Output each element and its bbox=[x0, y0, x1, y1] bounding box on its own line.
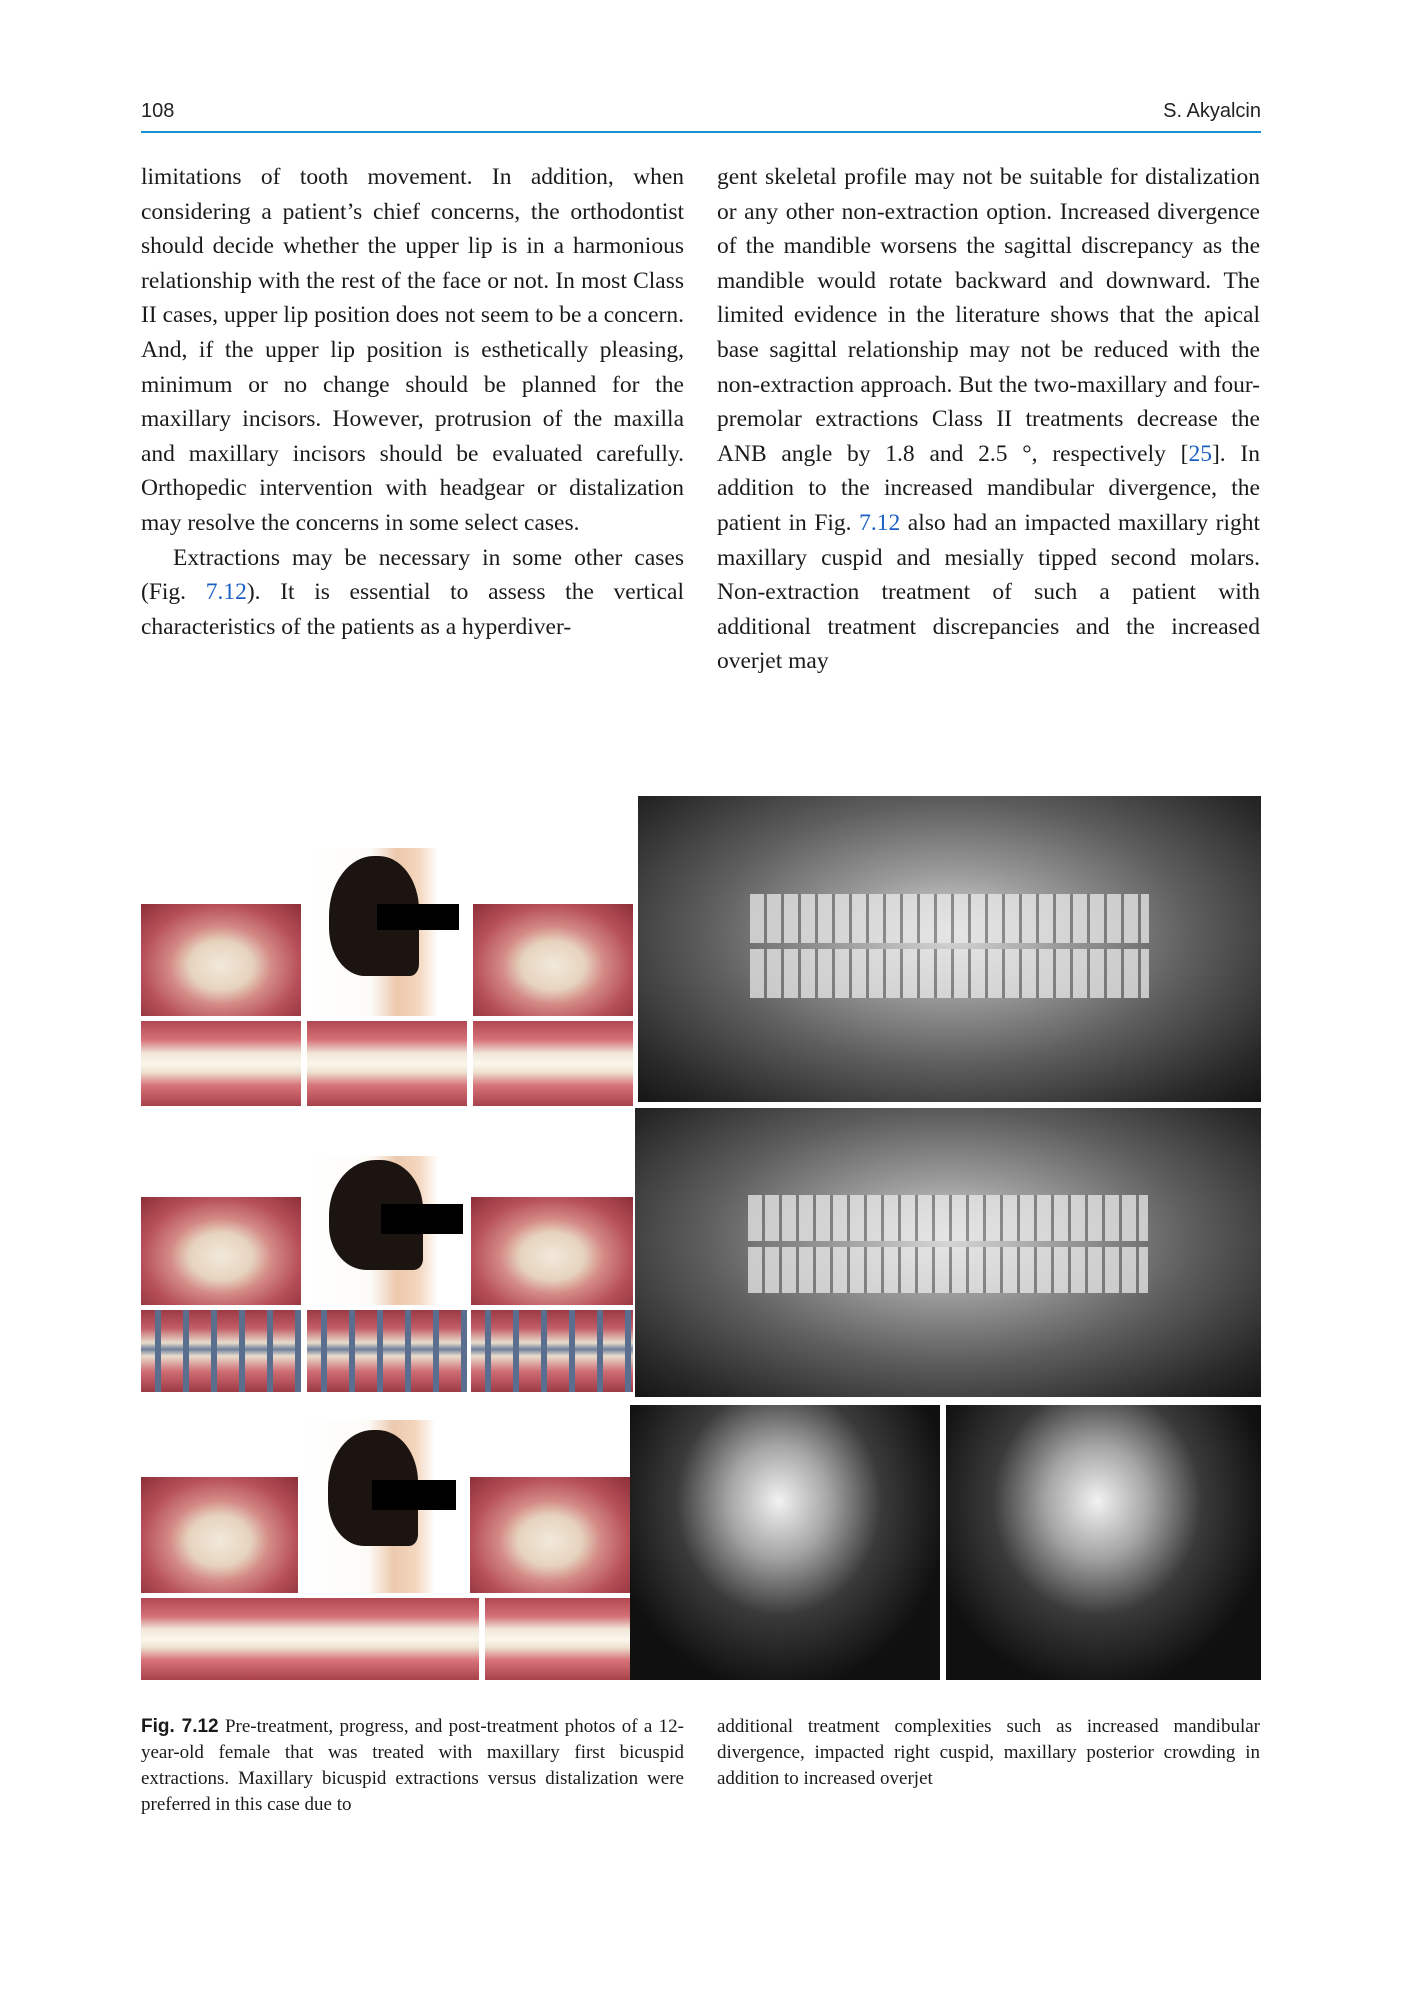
caption-text-left: Pre-treatment, progress, and post-treatment photos of a 12-year-old female that was treated with maxillary first bicuspid extractions. Maxillary bicuspid extractions versus distalization were preferred in this case due to bbox=[141, 1716, 684, 1815]
progress-mandibular-occlusal-photo bbox=[471, 1197, 633, 1305]
posttreatment-right-buccal-photo bbox=[141, 1598, 298, 1680]
pretreatment-profile-photo bbox=[307, 848, 467, 1016]
progress-profile-photo bbox=[307, 1156, 467, 1305]
page-number: 108 bbox=[141, 100, 175, 122]
posttreatment-mandibular-occlusal-photo bbox=[470, 1477, 630, 1593]
figure-reference-link-2[interactable]: 7.12 bbox=[859, 509, 901, 536]
paragraph-3-part-c: also had an impacted maxillary right maxillary cuspid and mesially tipped second molars. Non-extraction treatment of such a patient with additional treatment discrepancies and the increased overjet may bbox=[717, 509, 1261, 675]
header-rule bbox=[141, 131, 1261, 133]
paragraph-1: limitations of tooth movement. In addition, when considering a patient’s chief concerns, the orthodontist should decide whether the upper lip is in a harmonious relationship with the rest of the face or not. In most Class II cases, upper lip position does not seem to be a concern. And, if the upper lip position is esthetically pleasing, minimum or no change should be planned for the maxillary incisors. However, protrusion of the maxilla and maxillary incisors should be evaluated carefully. Orthopedic intervention with headgear or distalization may resolve the concerns in some select cases. bbox=[141, 164, 684, 536]
progress-panoramic-radiograph bbox=[635, 1108, 1261, 1397]
figure-caption-left bbox=[141, 1714, 684, 1818]
citation-link[interactable]: 25 bbox=[1188, 440, 1212, 467]
paragraph-3-part-b: ]. In addition to the increased mandibular divergence, the patient in Fig. bbox=[717, 440, 1260, 536]
paragraph-2-start: Extractions may be necessary in some other cases (Fig. bbox=[141, 544, 684, 606]
progress-left-buccal-photo bbox=[471, 1310, 633, 1392]
posttreatment-left-buccal-photo bbox=[485, 1598, 630, 1680]
pretreatment-mandibular-occlusal-photo bbox=[473, 904, 633, 1016]
paragraph-3 bbox=[717, 160, 1260, 679]
running-header-author: S. Akyalcin bbox=[1163, 100, 1261, 122]
pretreatment-left-buccal-photo bbox=[473, 1021, 633, 1106]
teeth-upper bbox=[750, 894, 1149, 943]
figure-reference-link[interactable]: 7.12 bbox=[205, 579, 247, 606]
pretreatment-right-buccal-photo bbox=[141, 1021, 301, 1106]
progress-maxillary-occlusal-photo bbox=[141, 1197, 301, 1305]
pretreatment-cephalometric-radiograph bbox=[630, 1405, 940, 1680]
paragraph-3-part-a: gent skeletal profile may not be suitable for distalization or any other non-extraction option. Increased divergence of the mandible worsens the sagittal discrepancy as the mandible would rotate backward and downward. The limited evidence in the literature shows that the apical base sagittal relationship may not be reduced with the non-extraction approach. But the two-maxillary and four-premolar extractions Class II treatments decrease the ANB angle by 1.8 and 2.5 °, respectively [ bbox=[717, 164, 1260, 467]
posttreatment-profile-photo bbox=[304, 1420, 464, 1593]
left-text-column bbox=[141, 160, 684, 644]
figure-label: Fig. 7.12 bbox=[141, 1716, 219, 1737]
figure-7-12 bbox=[141, 796, 1261, 1680]
pretreatment-frontal-photo bbox=[307, 1021, 467, 1106]
right-text-column bbox=[717, 160, 1260, 679]
paragraph-2-end: ). It is essential to assess the vertical characteristics of the patients as a hyperdiver- bbox=[141, 579, 684, 640]
posttreatment-maxillary-occlusal-photo bbox=[141, 1477, 298, 1593]
figure-caption-right: additional treatment complexities such as increased mandibular divergence, impacted right cuspid, maxillary posterior crowding in addition to increased overjet bbox=[717, 1716, 1260, 1789]
privacy-bar bbox=[377, 904, 459, 930]
pretreatment-panoramic-radiograph bbox=[638, 796, 1261, 1102]
pretreatment-maxillary-occlusal-photo bbox=[141, 904, 301, 1016]
privacy-bar bbox=[381, 1204, 463, 1234]
posttreatment-cephalometric-radiograph bbox=[946, 1405, 1261, 1680]
teeth-lower bbox=[748, 1247, 1149, 1293]
privacy-bar bbox=[372, 1480, 456, 1510]
paragraph-2 bbox=[141, 541, 684, 645]
teeth-lower bbox=[750, 949, 1149, 998]
teeth-upper bbox=[748, 1195, 1149, 1241]
progress-right-buccal-photo bbox=[141, 1310, 301, 1392]
progress-frontal-photo bbox=[307, 1310, 467, 1392]
posttreatment-frontal-photo bbox=[294, 1598, 479, 1680]
